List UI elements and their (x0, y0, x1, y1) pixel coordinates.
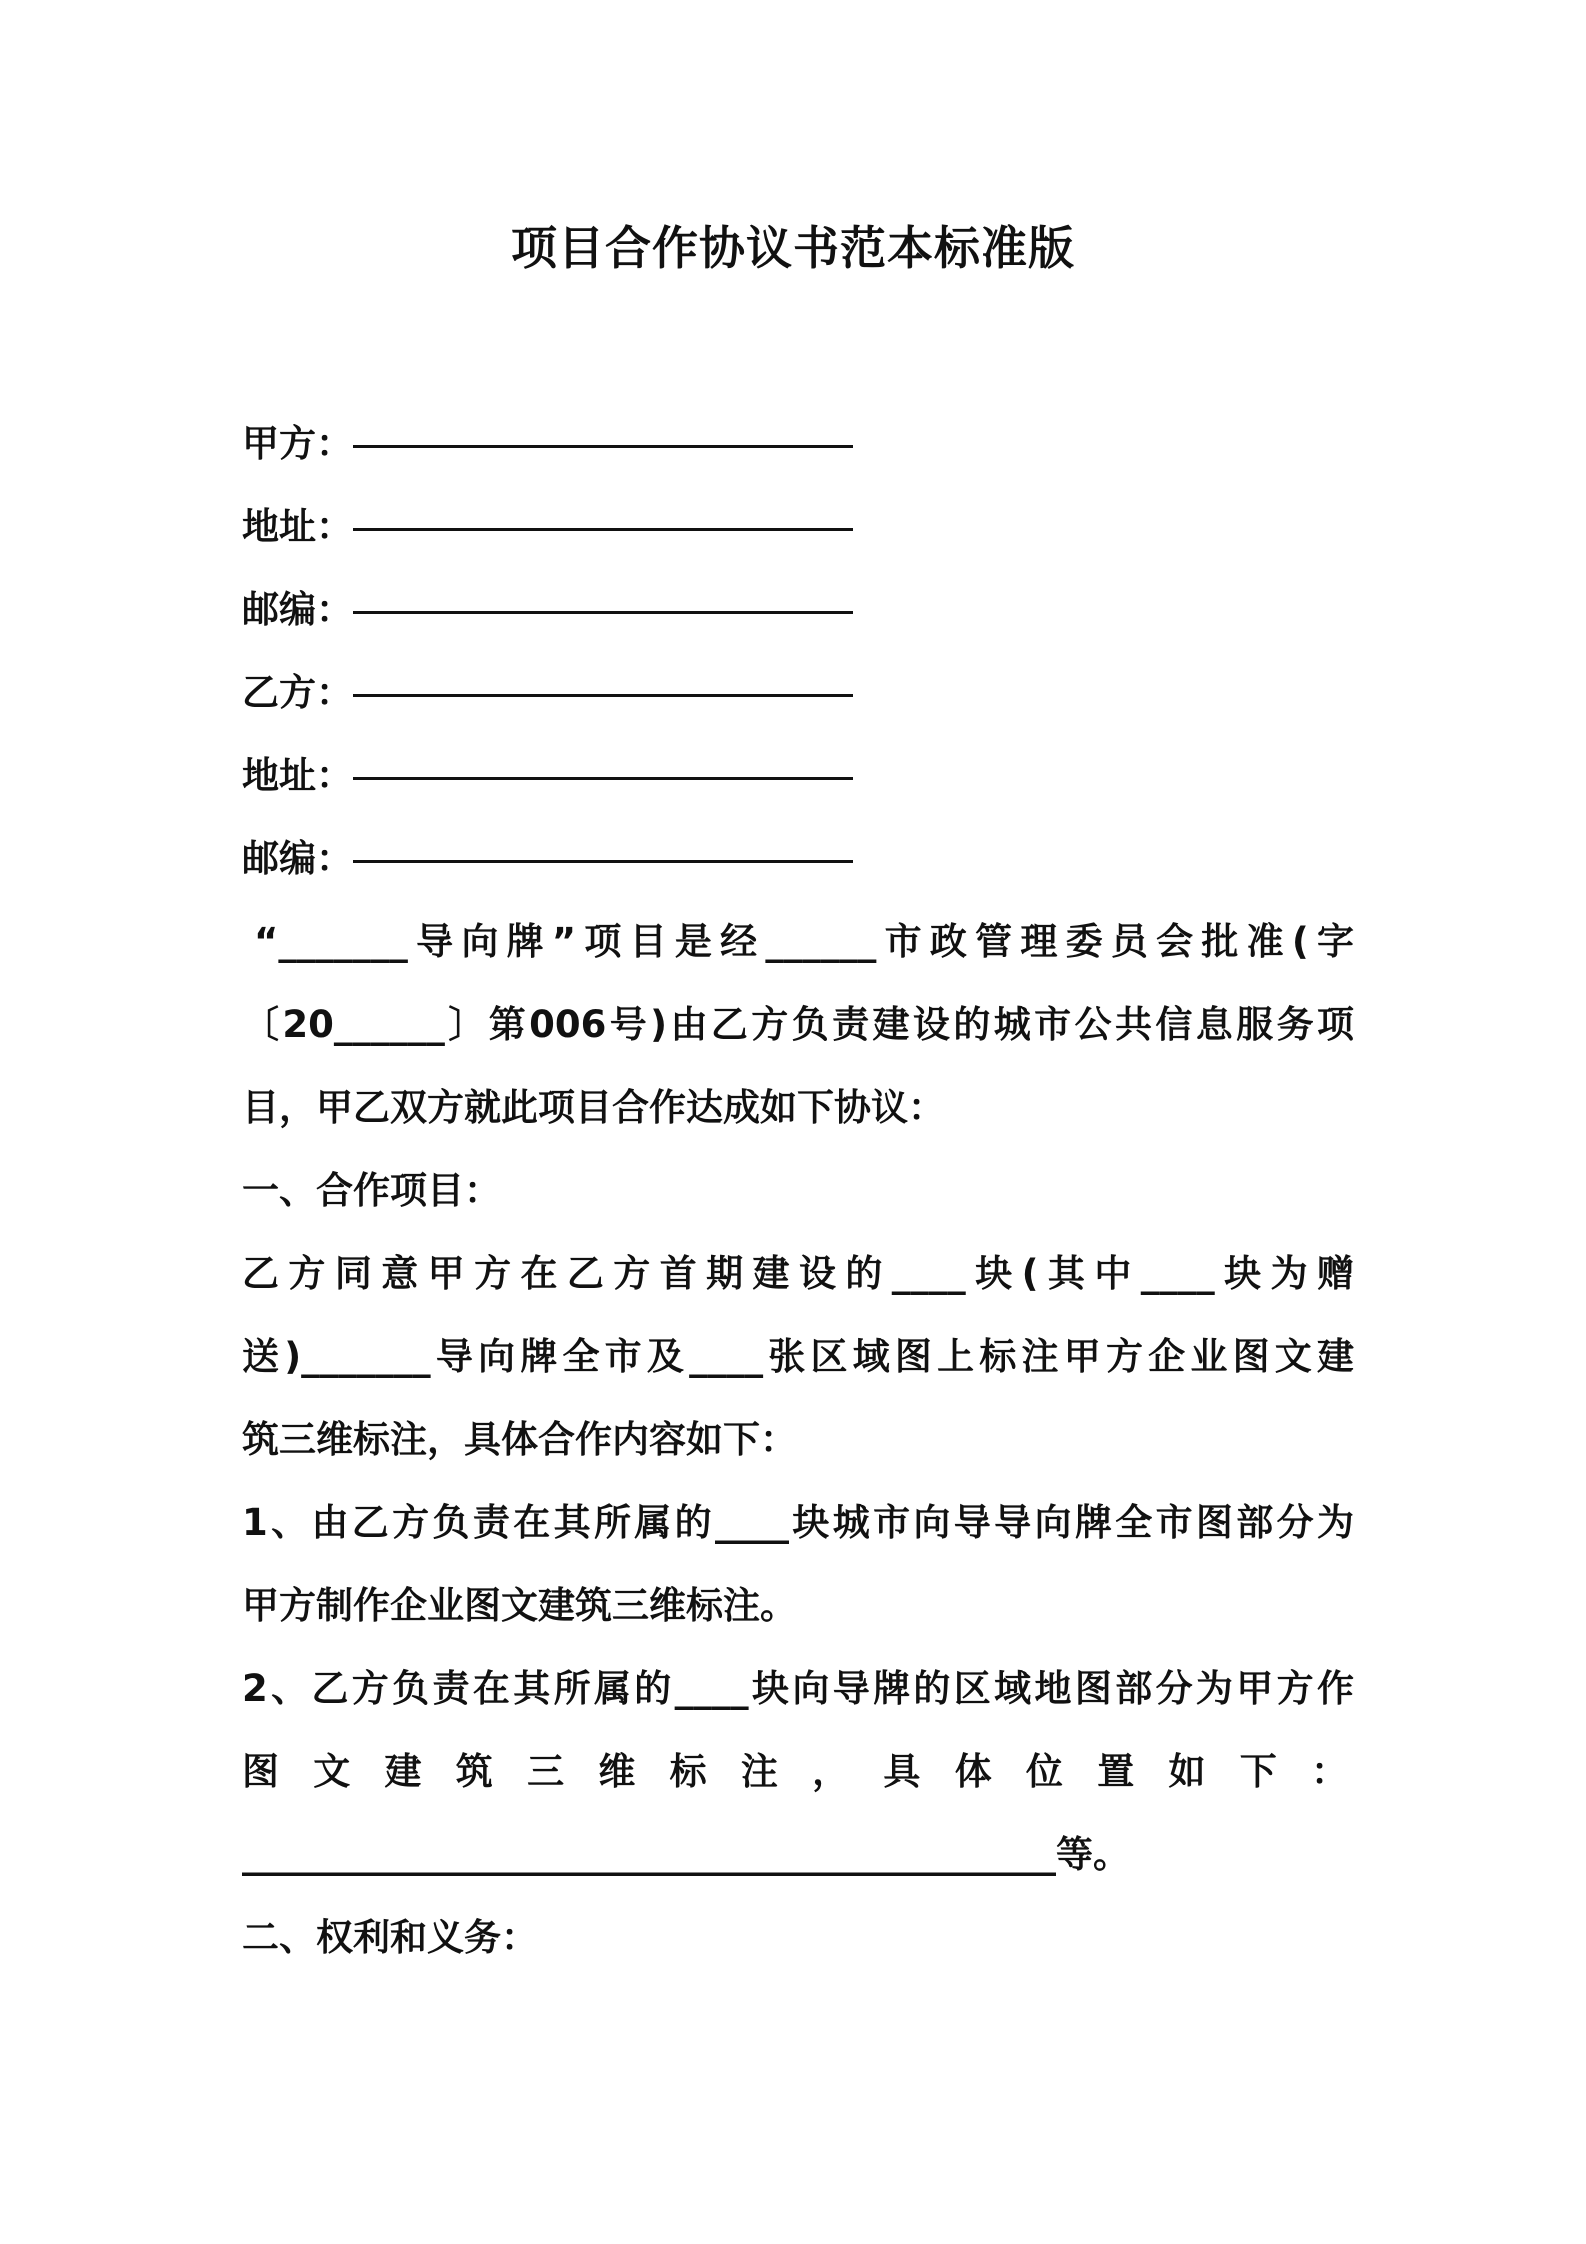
party-a-field (242, 402, 1354, 485)
party-b-field (242, 651, 1354, 734)
party-a-postcode-blank (353, 605, 853, 614)
document-title: 项目合作协议书范本标准版 (511, 221, 1075, 275)
document-body (242, 402, 1354, 1979)
item-1-line: 甲方制作企业图文建筑三维标注。 (242, 1584, 797, 1627)
party-a-postcode-label: 邮编： (242, 588, 353, 631)
party-b-postcode-blank (353, 854, 853, 863)
party-b-address-blank (353, 771, 853, 780)
party-a-address-blank (353, 522, 853, 531)
party-b-postcode-field (242, 817, 1354, 900)
item-2-line: 2、乙方负责在其所属的____块向导牌的区域地图部分为甲方作 (242, 1667, 1354, 1710)
section-1-heading: 一、合作项目： (242, 1169, 501, 1212)
section-2-heading: 二、权利和义务： (242, 1916, 538, 1959)
party-b-postcode-label: 邮编： (242, 837, 353, 880)
party-b-address-field (242, 734, 1354, 817)
party-a-label: 甲方： (242, 422, 353, 465)
section-1-paragraph-line: 筑三维标注，具体合作内容如下： (242, 1418, 797, 1461)
party-a-postcode-field (242, 568, 1354, 651)
party-a-address-label: 地址： (242, 505, 353, 548)
intro-paragraph-line: 目，甲乙双方就此项目合作达成如下协议： (242, 1086, 945, 1129)
item-2-blank-line: ____________________________________________等。 (242, 1833, 1130, 1876)
intro-paragraph-line: “_______导向牌”项目是经______市政管理委员会批准(字 (254, 920, 1354, 963)
party-b-blank (353, 688, 853, 697)
section-1-paragraph-line: 送)_______导向牌全市及____张区域图上标注甲方企业图文建 (242, 1335, 1354, 1378)
party-b-address-label: 地址： (242, 754, 353, 797)
section-1-paragraph-line: 乙方同意甲方在乙方首期建设的____块(其中____块为赠 (242, 1252, 1354, 1295)
party-a-blank (353, 439, 853, 448)
party-b-label: 乙方： (242, 671, 353, 714)
party-a-address-field (242, 485, 1354, 568)
item-1-line: 1、由乙方负责在其所属的____块城市向导导向牌全市图部分为 (242, 1501, 1354, 1544)
item-2-line: 图文建筑三维标注，具体位置如下： (242, 1750, 1354, 1793)
intro-paragraph-line: 〔20______〕第006号)由乙方负责建设的城市公共信息服务项 (242, 1003, 1354, 1046)
